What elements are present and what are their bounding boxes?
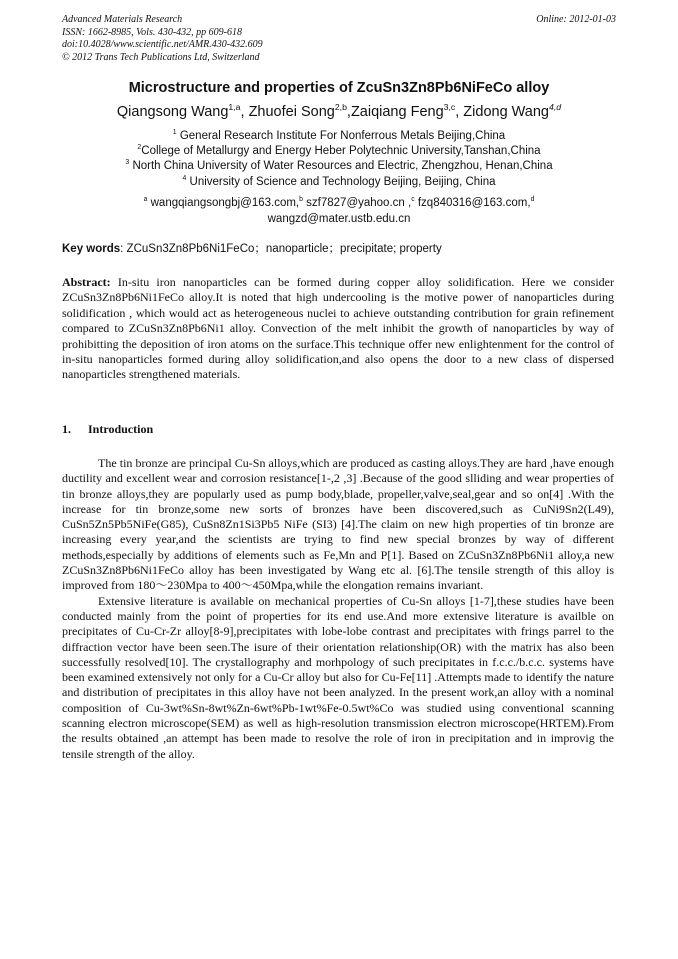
keywords — [62, 240, 622, 256]
copyright-line: © 2012 Trans Tech Publications Ltd, Switzerland — [62, 51, 260, 63]
section-title: Introduction — [88, 422, 154, 436]
affiliation-number: 1 — [172, 129, 177, 137]
journal-header — [62, 14, 616, 64]
email-superscript: a — [143, 196, 148, 204]
author-name: Zaiqiang Feng — [350, 104, 444, 120]
section-heading — [62, 422, 153, 437]
author-separator: , — [455, 104, 464, 120]
email-line — [0, 212, 678, 228]
abstract — [62, 275, 614, 383]
affiliation-text: North China University of Water Resources and Electric, Zhengzhou, Henan,China — [132, 160, 553, 173]
abstract-label: Abstract: — [62, 275, 111, 289]
author-separator: , — [240, 104, 249, 120]
author-superscript: 4,d — [549, 102, 562, 113]
author-emails — [0, 196, 678, 227]
author-name: Qiangsong Wang — [116, 104, 229, 120]
abstract-text: In-situ iron nanoparticles can be formed during copper alloy solidification. Here we consider ZCuSn3Zn8Pb6Ni1FeCo alloy.It is noted that high undercooling is the motive power of nanoparticles during solidification , which would act as heterogeneous nuclei to achieve outstanding contribution for grain refinement compared to ZCuSn3Zn8Pb6Ni1 alloy. Convection of the melt inhibit the growth of nanoparticles by way of prohibitting the deposition of iron atoms on the surface.This technique offer new enlightenment for the control of in-situ nanoparticles formed during alloy solidification,and also opens the door to a new class of dispersed nanoparticles strengthened materials. — [62, 275, 614, 382]
affiliation-item — [0, 144, 678, 159]
email-superscript: c — [411, 196, 415, 204]
affiliation-number: 3 — [125, 159, 130, 167]
affiliation-text: University of Science and Technology Beijing, Beijing, China — [189, 175, 496, 188]
affiliation-number: 4 — [182, 174, 187, 182]
affiliation-item — [0, 129, 678, 144]
journal-name: Advanced Materials Research — [62, 14, 183, 25]
issn-line: ISSN: 1662-8985, Vols. 430-432, pp 609-618 — [62, 26, 242, 38]
doi-line: doi:10.4028/www.scientific.net/AMR.430-432.609 — [62, 39, 263, 50]
author-superscript: 1,a — [228, 102, 241, 113]
email-line — [0, 196, 678, 212]
author-superscript: 3,c — [443, 102, 456, 113]
affiliation-text: College of Metallurgy and Energy Heber Polytechnic University,Tanshan,China — [141, 145, 541, 158]
email-superscript: b — [299, 196, 303, 204]
email-superscript: d — [530, 196, 535, 204]
email-link[interactable]: fzq840316@163.com, — [417, 197, 531, 209]
keywords-text: : ZCuSn3Zn8Pb6Ni1FeCo；nanoparticle；precipitate; property — [120, 243, 442, 255]
affiliation-item — [0, 175, 678, 190]
affiliation-text: General Research Institute For Nonferrous Metals Beijing,China — [179, 130, 506, 142]
author-superscript: 2,b — [334, 102, 347, 113]
keywords-label: Key words — [62, 243, 121, 255]
paper-title: Microstructure and properties of ZcuSn3Zn8Pb6NiFeCo alloy — [128, 80, 550, 96]
section-number: 1. — [62, 422, 71, 436]
affiliation-number: 2 — [137, 144, 142, 152]
author-name: Zidong Wang — [463, 104, 550, 120]
paragraph: The tin bronze are principal Cu-Sn alloys,which are produced as casting alloys.They are hard ,have enough ductility and excellent wear and corrosion resistance[1-,2 ,3] .Because of the good slliding and wear properties of tin bronze alloys,they are popularly used as pump body,blade, propeller,valve,seal,gear and so on[4] .With the increase for tin bronze,some new sorts of bronzes have been discovered,such as CuNi9Sn2(L49), CuSn5Zn5Pb5NiFe(G85), CuSn8Zn1Si3Pb5 NiFe (SI3) [4].The claim on new high properties of tin bronze are increasing every year,and the scientists are trying to find new special bronzes by way of different methods,especially by additions of elements such as Fe,Mn and P[1]. Based on ZCuSn3Zn8Pb6Ni1 alloy,a new ZCuSn3Zn8Pb6Ni1FeCo alloy has been investigated by Wang etc al. [6].The tensile strength of this alloy is improved from 180～230Mpa to 400～450Mpa,while the elongation remains invariant. — [62, 456, 614, 593]
email-link[interactable]: szf7827@yahoo.cn , — [306, 197, 412, 209]
affiliations — [0, 129, 678, 190]
author-name: Zhuofei Song — [248, 104, 335, 120]
author-line — [0, 104, 678, 120]
email-link[interactable]: wangqiangsongbj@163.com, — [150, 197, 300, 209]
paragraph: Extensive literature is available on mechanical properties of Cu-Sn alloys [1-7],these studies have been conducted mainly from the point of properties for its end use.And more extensive literature is availble on precipitates of Cu-Cr-Zr alloy[8-9],precipitates with lobe-lobe contrast and precipitates with frings parrel to the diffraction vector have been seen.The isure of their orientation relationship(OR) with the matrix has also been successfully resolved[10]. The crystallography and morhpology of such precipitates in f.c.c./b.c.c. systems have been examined extensively not only for a Cu-Cr alloy but also for Cu-Fe[11] .Attempts made to identify the nature and distribution of precipitates in this alloy have not been analyzed. In the present work,an alloy with a nominal composition of Cu-3wt%Sn-8wt%Zn-6wt%Pb-1wt%Fe-0.5wt%Co was studied using conventional scanning scanning electron microscope(SEM) as well as high-resolution transmission electron microscope(HRTEM).From the results obtained ,an attempt has been made to resolve the role of iron in precipitation and in improvig the tensile strength of the alloy. — [62, 593, 614, 761]
online-date: Online: 2012-01-03 — [536, 14, 616, 25]
introduction-body — [62, 456, 614, 762]
author-separator: , — [346, 104, 351, 120]
affiliation-item — [0, 159, 678, 174]
email-link[interactable]: wangzd@mater.ustb.edu.cn — [267, 212, 411, 225]
